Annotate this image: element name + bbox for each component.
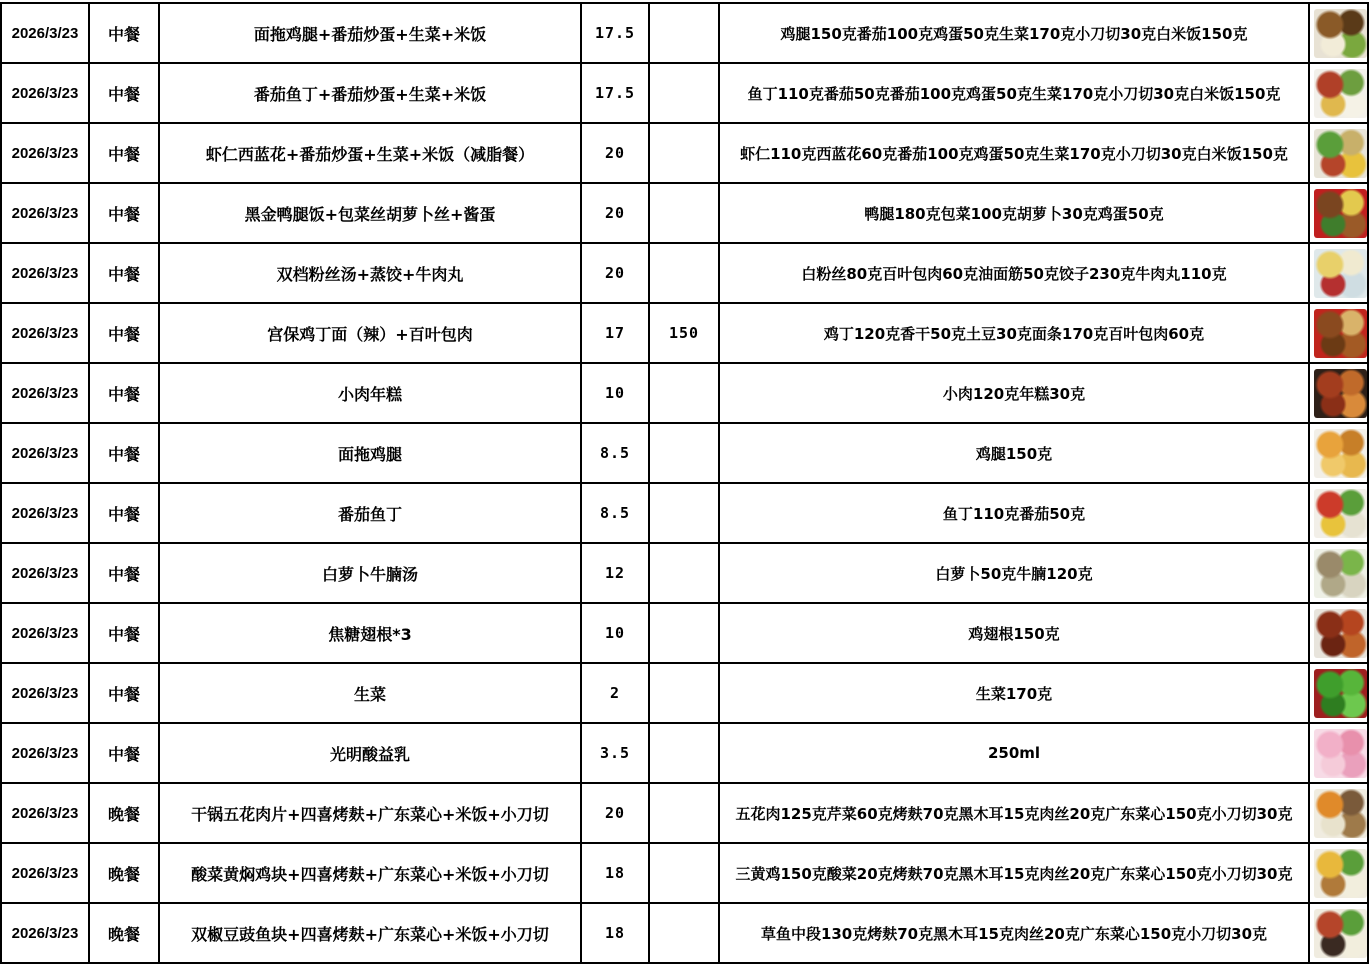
ingredients-cell[interactable]: 白粉丝80克百叶包肉60克油面筋50克饺子230克牛肉丸110克	[719, 243, 1309, 303]
table-row	[1, 243, 1368, 303]
date-cell[interactable]: 2026/3/23	[1, 363, 89, 423]
dish-name-cell[interactable]: 虾仁西蓝花+番茄炒蛋+生菜+米饭（减脂餐）	[159, 123, 581, 183]
ingredients-cell[interactable]: 五花肉125克芹菜60克烤麸70克黑木耳15克肉丝20克广东菜心150克小刀切30克	[719, 783, 1309, 843]
meal-type-cell[interactable]: 晚餐	[89, 843, 159, 903]
date-cell[interactable]: 2026/3/23	[1, 423, 89, 483]
ingredients-cell[interactable]: 草鱼中段130克烤麸70克黑木耳15克肉丝20克广东菜心150克小刀切30克	[719, 903, 1309, 963]
price-cell[interactable]: 8.5	[581, 483, 649, 543]
ingredients-cell[interactable]: 250ml	[719, 723, 1309, 783]
photo-cell[interactable]	[1309, 603, 1368, 663]
table-row	[1, 3, 1368, 63]
price-cell[interactable]: 10	[581, 603, 649, 663]
meal-type-cell[interactable]: 中餐	[89, 63, 159, 123]
dish-name-cell[interactable]: 双椒豆豉鱼块+四喜烤麸+广东菜心+米饭+小刀切	[159, 903, 581, 963]
dish-name-cell[interactable]: 面拖鸡腿	[159, 423, 581, 483]
table-row	[1, 363, 1368, 423]
meal-type-cell[interactable]: 中餐	[89, 483, 159, 543]
dish-name-cell[interactable]: 酸菜黄焖鸡块+四喜烤麸+广东菜心+米饭+小刀切	[159, 843, 581, 903]
dish-name-cell[interactable]: 焦糖翅根*3	[159, 603, 581, 663]
table-row	[1, 123, 1368, 183]
quantity-cell[interactable]	[649, 63, 719, 123]
date-cell[interactable]: 2026/3/23	[1, 243, 89, 303]
photo-cell[interactable]	[1309, 903, 1368, 963]
meal-menu-table	[0, 2, 1369, 964]
food-photo-white-bowls-dinner-set-rice-bread	[1314, 789, 1367, 838]
food-photo-caramelized-chicken-wing-roots	[1314, 609, 1367, 658]
quantity-cell[interactable]	[649, 363, 719, 423]
date-cell[interactable]: 2026/3/23	[1, 3, 89, 63]
food-photo-bento-box-lettuce-corn-fish	[1314, 129, 1367, 178]
price-cell[interactable]: 20	[581, 183, 649, 243]
dish-name-cell[interactable]: 宫保鸡丁面（辣）+百叶包肉	[159, 303, 581, 363]
food-photo-pink-yogurt-drink-cartons	[1314, 729, 1367, 778]
date-cell[interactable]: 2026/3/23	[1, 843, 89, 903]
food-photo-wooden-tray-bento-rice-meat-greens	[1314, 9, 1367, 58]
date-cell[interactable]: 2026/3/23	[1, 603, 89, 663]
dish-name-cell[interactable]: 黑金鸭腿饭+包菜丝胡萝卜丝+酱蛋	[159, 183, 581, 243]
price-cell[interactable]: 20	[581, 123, 649, 183]
price-cell[interactable]: 17.5	[581, 63, 649, 123]
dish-name-cell[interactable]: 光明酸益乳	[159, 723, 581, 783]
food-photo-red-plate-duck-leg-rice-greens	[1314, 189, 1367, 238]
food-photo-bento-tray-chicken-squash-greens-rice	[1314, 849, 1367, 898]
quantity-cell[interactable]	[649, 3, 719, 63]
meal-type-cell[interactable]: 中餐	[89, 303, 159, 363]
dish-name-cell[interactable]: 生菜	[159, 663, 581, 723]
price-cell[interactable]: 2	[581, 663, 649, 723]
quantity-cell[interactable]	[649, 423, 719, 483]
meal-type-cell[interactable]: 中餐	[89, 183, 159, 243]
meal-type-cell[interactable]: 中餐	[89, 363, 159, 423]
table-row	[1, 423, 1368, 483]
price-cell[interactable]: 17	[581, 303, 649, 363]
quantity-cell[interactable]	[649, 663, 719, 723]
photo-cell[interactable]	[1309, 423, 1368, 483]
dish-name-cell[interactable]: 小肉年糕	[159, 363, 581, 423]
photo-cell[interactable]	[1309, 183, 1368, 243]
photo-cell[interactable]	[1309, 123, 1368, 183]
ingredients-cell[interactable]: 鸭腿180克包菜100克胡萝卜30克鸡蛋50克	[719, 183, 1309, 243]
food-photo-dark-bowl-braised-pork-rice-cake	[1314, 369, 1367, 418]
meal-type-cell[interactable]: 中餐	[89, 603, 159, 663]
meal-type-cell[interactable]: 中餐	[89, 3, 159, 63]
meal-type-cell[interactable]: 中餐	[89, 663, 159, 723]
food-photo-small-bowls-set-with-rice	[1314, 69, 1367, 118]
table-row	[1, 663, 1368, 723]
quantity-cell[interactable]	[649, 183, 719, 243]
dish-name-cell[interactable]: 番茄鱼丁+番茄炒蛋+生菜+米饭	[159, 63, 581, 123]
ingredients-cell[interactable]: 虾仁110克西蓝花60克番茄100克鸡蛋50克生菜170克小刀切30克白米饭150克	[719, 123, 1309, 183]
dish-name-cell[interactable]: 番茄鱼丁	[159, 483, 581, 543]
food-photo-fried-battered-chicken-legs	[1314, 429, 1367, 478]
price-cell[interactable]: 20	[581, 783, 649, 843]
quantity-cell[interactable]	[649, 543, 719, 603]
quantity-cell[interactable]	[649, 843, 719, 903]
meal-type-cell[interactable]: 中餐	[89, 723, 159, 783]
dish-name-cell[interactable]: 干锅五花肉片+四喜烤麸+广东菜心+米饭+小刀切	[159, 783, 581, 843]
table-row	[1, 483, 1368, 543]
table-row	[1, 543, 1368, 603]
quantity-cell[interactable]	[649, 483, 719, 543]
photo-cell[interactable]	[1309, 723, 1368, 783]
photo-cell[interactable]	[1309, 243, 1368, 303]
date-cell[interactable]: 2026/3/23	[1, 663, 89, 723]
date-cell[interactable]: 2026/3/23	[1, 903, 89, 963]
date-cell[interactable]: 2026/3/23	[1, 303, 89, 363]
ingredients-cell[interactable]: 白萝卜50克牛腩120克	[719, 543, 1309, 603]
quantity-cell[interactable]	[649, 723, 719, 783]
quantity-cell[interactable]	[649, 783, 719, 843]
photo-cell[interactable]	[1309, 303, 1368, 363]
table-row	[1, 723, 1368, 783]
photo-cell[interactable]	[1309, 63, 1368, 123]
table-row	[1, 903, 1368, 963]
photo-cell[interactable]	[1309, 363, 1368, 423]
date-cell[interactable]: 2026/3/23	[1, 543, 89, 603]
date-cell[interactable]: 2026/3/23	[1, 123, 89, 183]
price-cell[interactable]: 12	[581, 543, 649, 603]
price-cell[interactable]: 18	[581, 903, 649, 963]
quantity-cell[interactable]	[649, 903, 719, 963]
food-photo-green-lettuce-on-red-rim-plate	[1314, 669, 1367, 718]
food-photo-white-plate-fish-cubes-peppers	[1314, 489, 1367, 538]
food-photo-soup-bowl-dumplings-vermicelli	[1314, 249, 1367, 298]
price-cell[interactable]: 20	[581, 243, 649, 303]
price-cell[interactable]: 10	[581, 363, 649, 423]
date-cell[interactable]: 2026/3/23	[1, 183, 89, 243]
price-cell[interactable]: 8.5	[581, 423, 649, 483]
ingredients-cell[interactable]: 三黄鸡150克酸菜20克烤麸70克黑木耳15克肉丝20克广东菜心150克小刀切30克	[719, 843, 1309, 903]
quantity-cell[interactable]	[649, 243, 719, 303]
ingredients-cell[interactable]: 鱼丁110克番茄50克番茄100克鸡蛋50克生菜170克小刀切30克白米饭150克	[719, 63, 1309, 123]
table-row	[1, 783, 1368, 843]
dish-name-cell[interactable]: 白萝卜牛腩汤	[159, 543, 581, 603]
table-row	[1, 63, 1368, 123]
meal-type-cell[interactable]: 晚餐	[89, 783, 159, 843]
photo-cell[interactable]	[1309, 3, 1368, 63]
table-row	[1, 603, 1368, 663]
food-photo-red-bowl-noodles-meat-sauce	[1314, 309, 1367, 358]
meal-type-cell[interactable]: 中餐	[89, 423, 159, 483]
price-cell[interactable]: 3.5	[581, 723, 649, 783]
date-cell[interactable]: 2026/3/23	[1, 483, 89, 543]
food-photo-bento-tray-fish-redsauce-greens-rice	[1314, 909, 1367, 958]
ingredients-cell[interactable]: 鸡丁120克香干50克土豆30克面条170克百叶包肉60克	[719, 303, 1309, 363]
ingredients-cell[interactable]: 生菜170克	[719, 663, 1309, 723]
table-row	[1, 303, 1368, 363]
ingredients-cell[interactable]: 鸡腿150克	[719, 423, 1309, 483]
ingredients-cell[interactable]: 鸡腿150克番茄100克鸡蛋50克生菜170克小刀切30克白米饭150克	[719, 3, 1309, 63]
price-cell[interactable]: 18	[581, 843, 649, 903]
date-cell[interactable]: 2026/3/23	[1, 783, 89, 843]
quantity-cell[interactable]	[649, 123, 719, 183]
quantity-cell[interactable]	[649, 603, 719, 663]
table-row	[1, 843, 1368, 903]
meal-type-cell[interactable]: 中餐	[89, 243, 159, 303]
food-photo-soup-bowl-beef-brisket-radish-greens	[1314, 549, 1367, 598]
ingredients-cell[interactable]: 鸡翅根150克	[719, 603, 1309, 663]
dish-name-cell[interactable]: 面拖鸡腿+番茄炒蛋+生菜+米饭	[159, 3, 581, 63]
date-cell[interactable]: 2026/3/23	[1, 63, 89, 123]
dish-name-cell[interactable]: 双档粉丝汤+蒸饺+牛肉丸	[159, 243, 581, 303]
price-cell[interactable]: 17.5	[581, 3, 649, 63]
table-row	[1, 183, 1368, 243]
date-cell[interactable]: 2026/3/23	[1, 723, 89, 783]
ingredients-cell[interactable]: 鱼丁110克番茄50克	[719, 483, 1309, 543]
meal-type-cell[interactable]: 中餐	[89, 543, 159, 603]
photo-cell[interactable]	[1309, 663, 1368, 723]
quantity-cell[interactable]: 150	[649, 303, 719, 363]
photo-cell[interactable]	[1309, 543, 1368, 603]
meal-type-cell[interactable]: 晚餐	[89, 903, 159, 963]
meal-type-cell[interactable]: 中餐	[89, 123, 159, 183]
photo-cell[interactable]	[1309, 783, 1368, 843]
photo-cell[interactable]	[1309, 483, 1368, 543]
ingredients-cell[interactable]: 小肉120克年糕30克	[719, 363, 1309, 423]
photo-cell[interactable]	[1309, 843, 1368, 903]
